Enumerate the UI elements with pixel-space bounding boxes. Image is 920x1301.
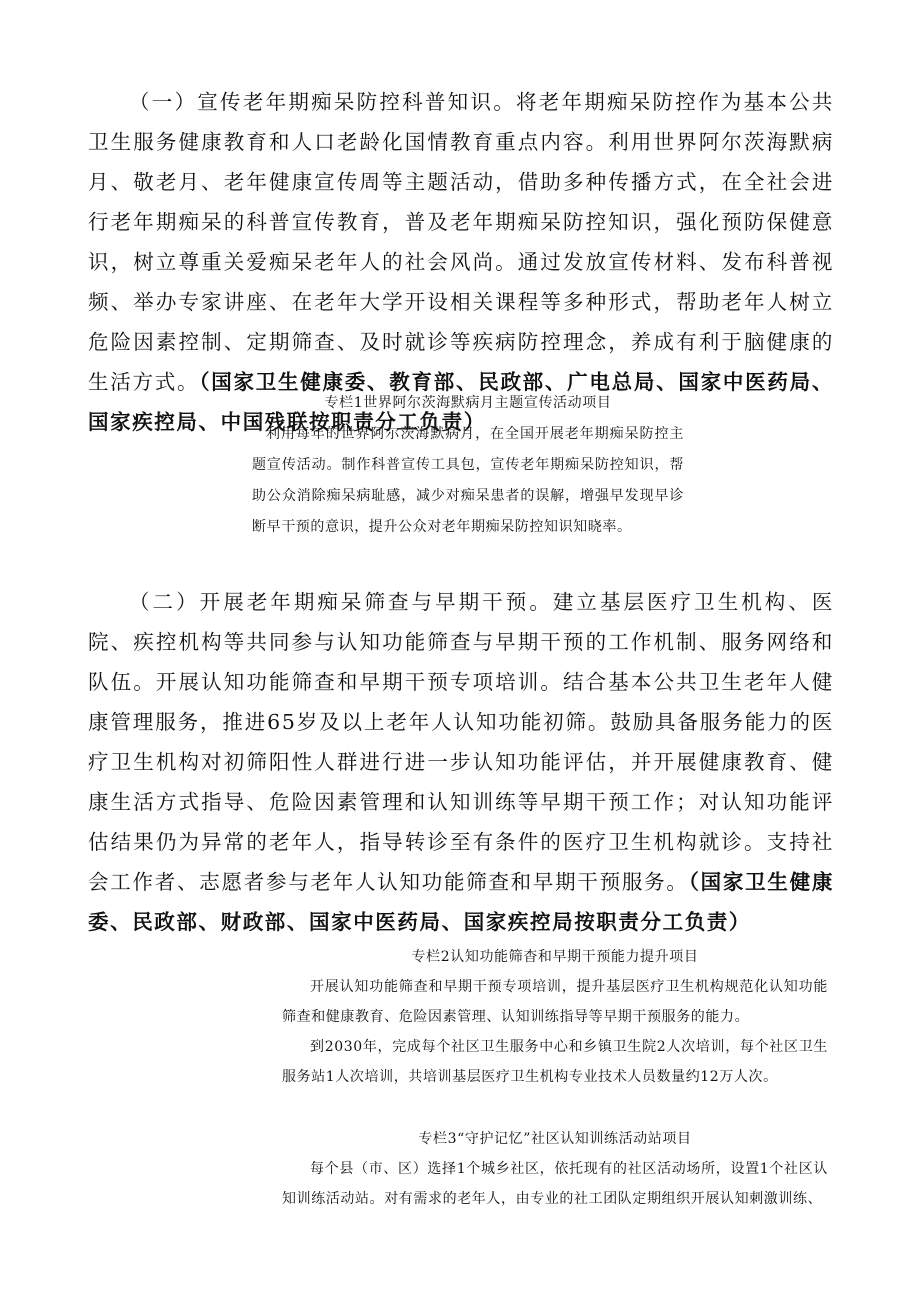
column-box-3-title: 专栏3“守护记忆”社区认知训练活动站项目 xyxy=(418,1131,692,1147)
section-1-text: （一）宣传老年期痴呆防控科普知识。将老年期痴呆防控作为基本公共卫生服务健康教育和人口老龄化国情教育重点内容。利用世界阿尔茨海默病月、敬老月、老年健康宣传周等主题活动，借助多种传播方式，在全社会进行老年期痴呆的科普宣传教育，普及老年期痴呆防控知识，强化预防保健意识，树立尊重关爱痴呆老年人的社会风尚。通过发放宣传材料、发布科普视频、举办专家讲座、在老年大学开设相关课程等多种形式，帮助老年人树立危险因素控制、定期筛查、及时就诊等疾病防控理念，养成有利于脑健康的生活方式。 xyxy=(88,90,834,394)
column-box-2-text-1: 开展认知功能筛查和早期干预专项培训，提升基层医疗卫生机构规范化认知功能筛查和健康教育、危险因素管理、认知训练指导等早期干预服务的能力。 xyxy=(282,979,828,1025)
column-box-2 xyxy=(282,942,828,1092)
column-box-1-text: 利用每年的世界阿尔茨海默病月，在全国开展老年期痴呆防控主题宣传活动。制作科普宣传工具包，宣传老年期痴呆防控知识，帮助公众消除痴呆病耻感，减少对痴呆患者的误解，增强早发现早诊断早干预的意识，提升公众对老年期痴呆防控知识知晓率。 xyxy=(252,426,684,535)
section-2-paragraph xyxy=(88,582,834,942)
section-1-responsible: （国家卫生健康委、教育部、民政部、广电总局、国家中医药局、国家疾控局、中国残联按职责分工负责） xyxy=(88,370,834,434)
column-box-3-text: 每个县（市、区）选择1个城乡社区，依托现有的社区活动场所，设置1个社区认知训练活动站。对有需求的老年人，由专业的社工团队定期组织开展认知刺激训练、 xyxy=(282,1161,828,1207)
column-box-1 xyxy=(252,388,684,543)
column-box-2-text-2: 到2030年，完成每个社区卫生服务中心和乡镇卫生院2人次培训，每个社区卫生服务站1人次培训，共培训基层医疗卫生机构专业技术人员数量约12万人次。 xyxy=(282,1039,828,1085)
column-box-2-title: 专栏2认知功能筛杳和早期干预能力提升项目 xyxy=(411,949,699,965)
column-box-1-title: 专栏1世界阿尔茨海默病月主题宣传活动项目 xyxy=(324,395,612,411)
column-box-3 xyxy=(282,1124,828,1214)
section-2-text: （二）开展老年期痴呆筛查与早期干预。建立基层医疗卫生机构、医院、疾控机构等共同参与认知功能筛查与早期干预的工作机制、服务网络和队伍。开展认知功能筛查和早期干预专项培训。结合基本公共卫生老年人健康管理服务，推进65岁及以上老年人认知功能初筛。鼓励具备服务能力的医疗卫生机构对初筛阳性人群进行进一步认知功能评估，并开展健康教育、健康生活方式指导、危险因素管理和认知训练等早期干预工作；对认知功能评估结果仍为异常的老年人，指导转诊至有条件的医疗卫生机构就诊。支持社会工作者、志愿者参与老年人认知功能筛查和早期干预服务。 xyxy=(88,590,834,894)
section-2-responsible: （国家卫生健康委、民政部、财政部、国家中医药局、国家疾控局按职责分工负责） xyxy=(88,870,835,934)
